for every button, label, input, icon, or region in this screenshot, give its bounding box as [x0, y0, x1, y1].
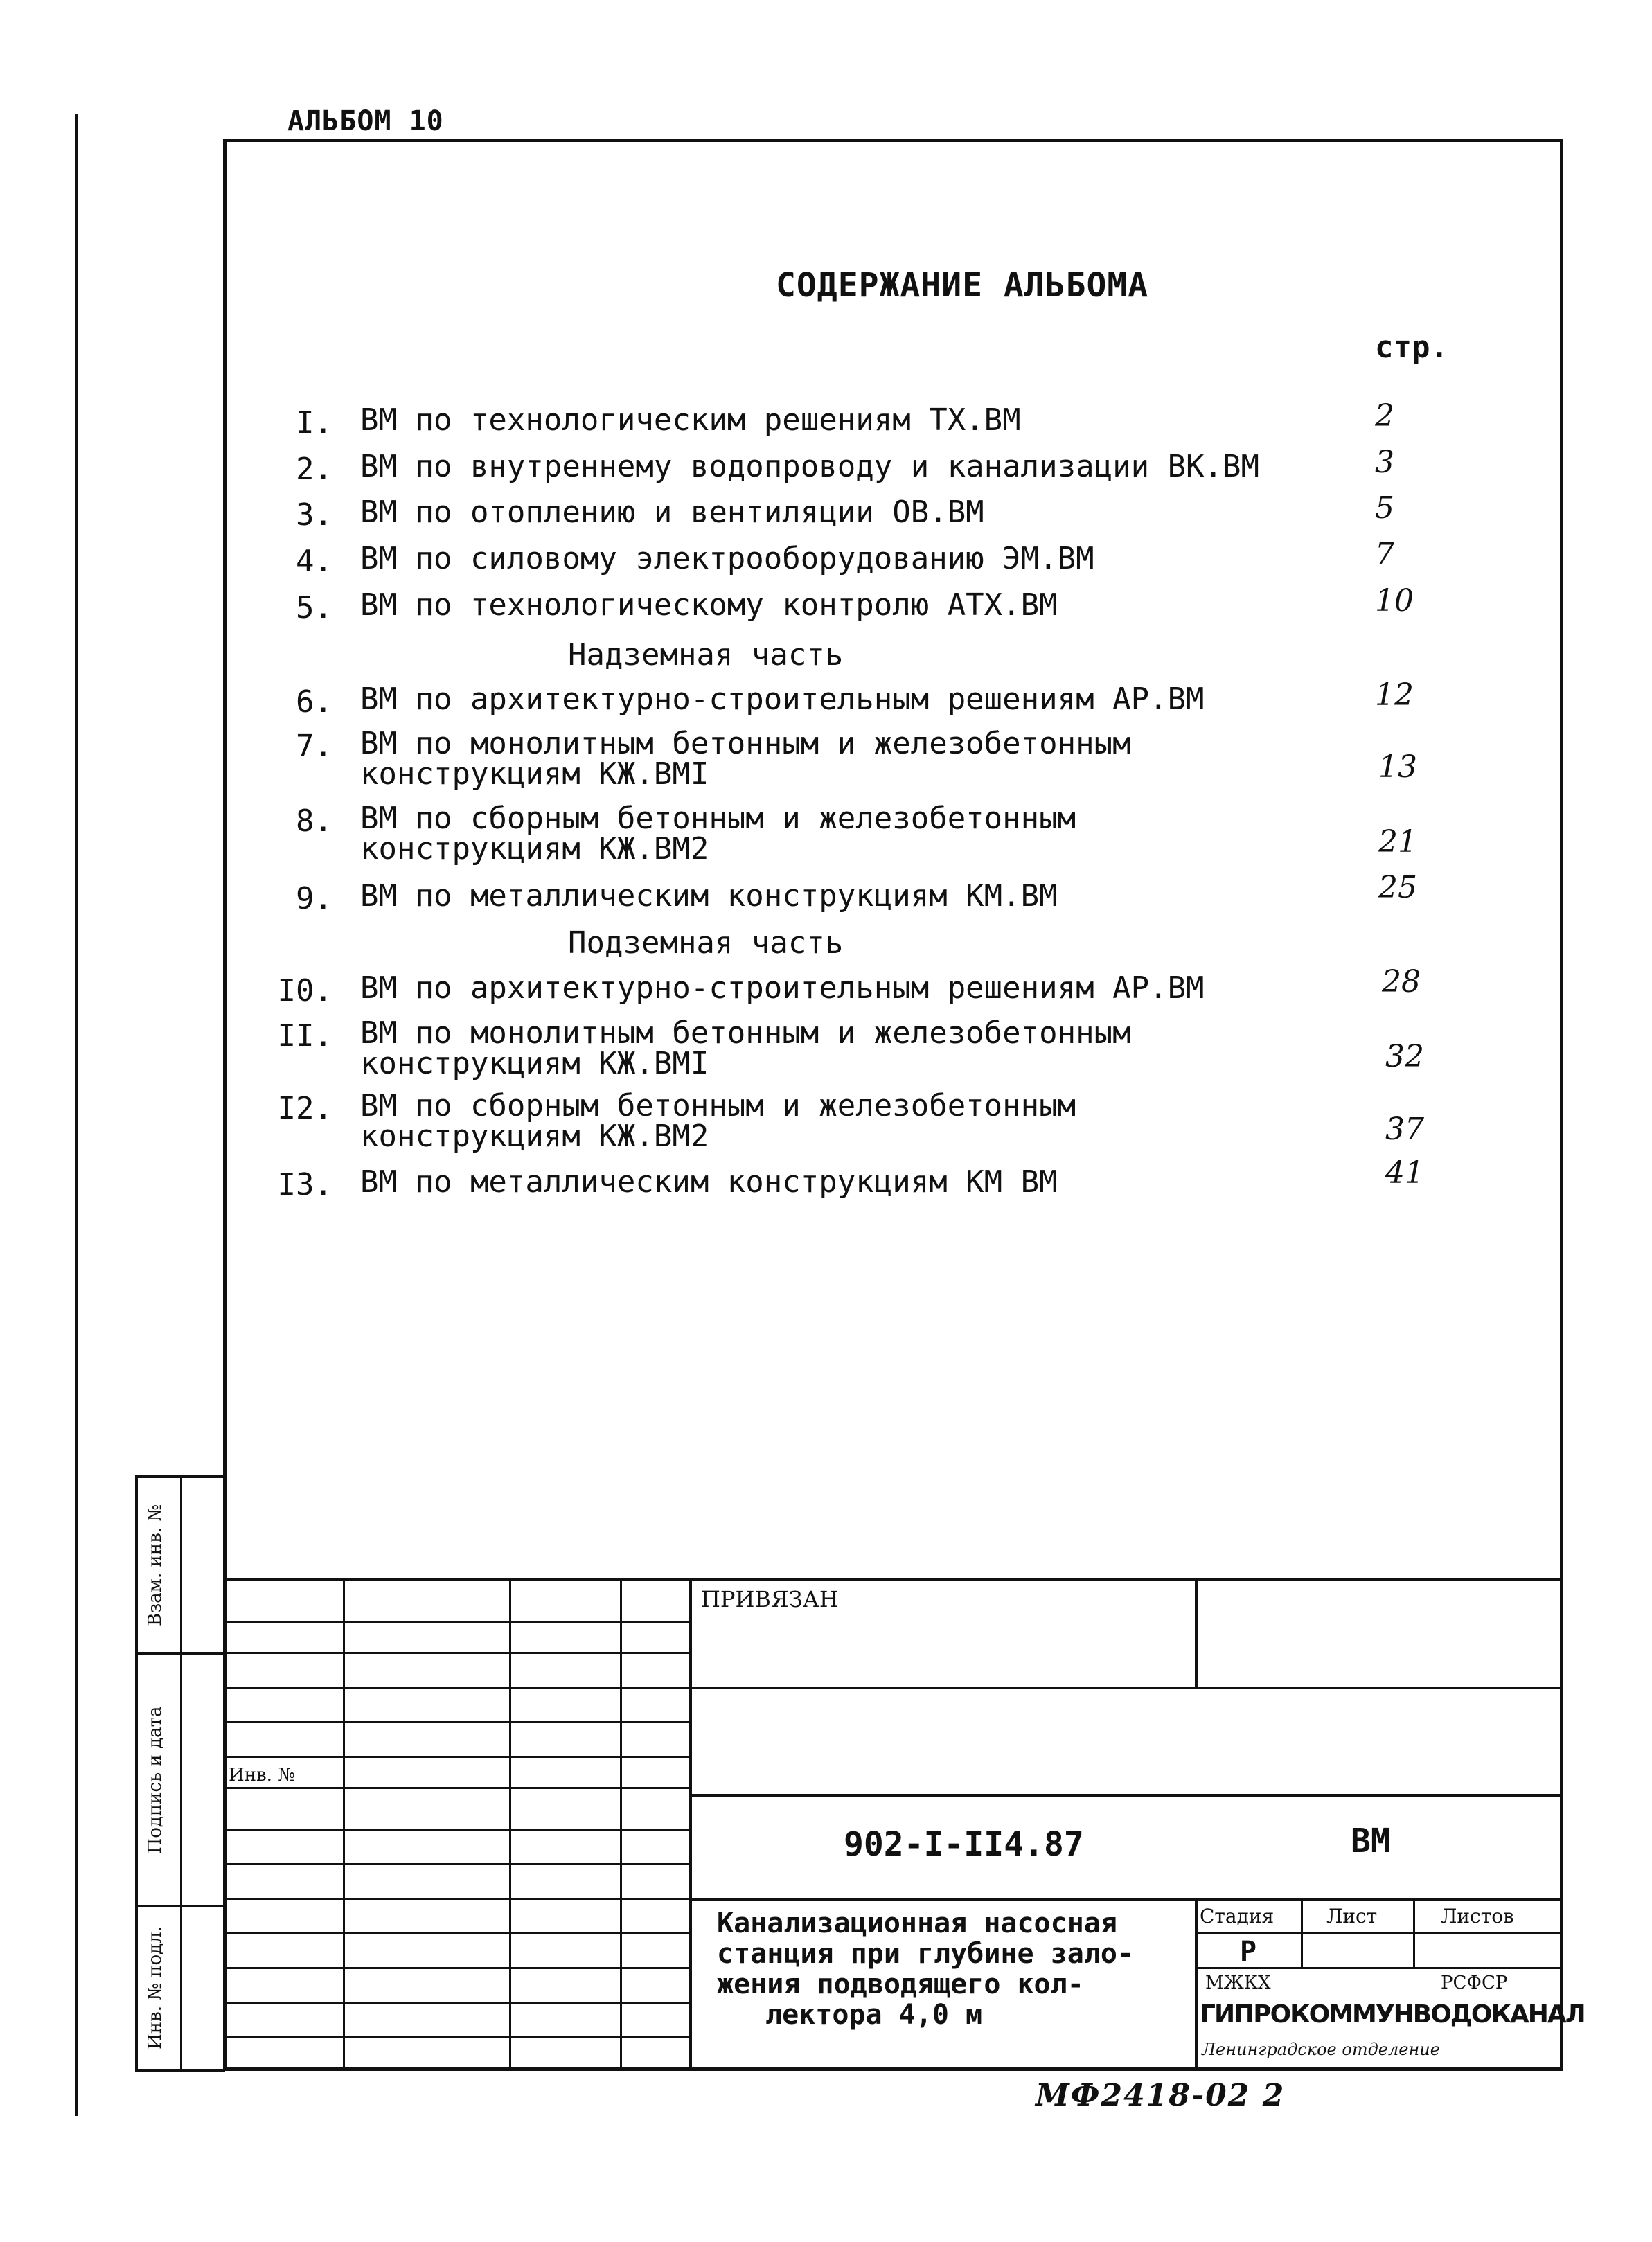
toc-text: ВМ по сборным бетонным и железобетонным — [360, 801, 1076, 836]
bottom-code: МФ2418-02 2 — [1036, 2078, 1286, 2113]
page-title: СОДЕРЖАНИЕ АЛЬБОМА — [776, 266, 1149, 305]
toc-number: 7. — [296, 729, 332, 764]
toc-page: 28 — [1382, 964, 1421, 999]
toc-number: I3. — [277, 1167, 332, 1202]
org-left: МЖКХ — [1205, 1973, 1271, 1993]
document-mark: ВМ — [1351, 1822, 1391, 1860]
toc-page: 2 — [1375, 398, 1394, 434]
toc-page: 37 — [1385, 1112, 1424, 1147]
toc-text: ВМ по внутреннему водопроводу и канализации ВК.ВМ — [360, 449, 1260, 484]
toc-page: 5 — [1375, 490, 1394, 526]
subheading-underground: Подземная часть — [568, 925, 844, 961]
stamp-inv-podl: Инв. № подл. — [145, 1926, 166, 2049]
toc-page: 3 — [1375, 445, 1394, 480]
page-column-header: стр. — [1375, 330, 1448, 365]
toc-text-continuation: конструкциям КЖ.ВМI — [360, 1046, 709, 1081]
toc-text-continuation: конструкциям КЖ.ВМ2 — [360, 831, 709, 866]
toc-text: ВМ по металлическим конструкциям КМ.ВМ — [360, 878, 1058, 914]
description-line: Канализационная насосная — [717, 1907, 1117, 1939]
toc-text-continuation: конструкциям КЖ.ВМI — [360, 756, 709, 792]
toc-number: 6. — [296, 684, 332, 720]
toc-text: ВМ по сборным бетонным и железобетонным — [360, 1088, 1076, 1123]
toc-text-continuation: конструкциям КЖ.ВМ2 — [360, 1119, 709, 1154]
toc-text: ВМ по металлическим конструкциям КМ ВМ — [360, 1164, 1058, 1200]
toc-text: ВМ по технологическим решениям ТХ.ВМ — [360, 402, 1021, 438]
subheading-above-ground: Надземная часть — [568, 637, 844, 673]
description-line: жения подводящего кол- — [717, 1968, 1084, 2000]
sheet-header: Лист — [1326, 1905, 1378, 1928]
left-margin-line — [75, 114, 78, 2116]
stamp-vzam-inv: Взам. инв. № — [145, 1504, 166, 1626]
toc-number: 5. — [296, 590, 332, 625]
toc-number: I. — [296, 405, 332, 441]
toc-text: ВМ по монолитным бетонным и железобетонным — [360, 726, 1131, 761]
toc-number: 9. — [296, 881, 332, 916]
toc-page: 13 — [1378, 749, 1417, 785]
toc-page: 32 — [1385, 1039, 1424, 1074]
toc-number: I2. — [277, 1091, 332, 1126]
toc-number: 4. — [296, 544, 332, 579]
toc-number: II. — [277, 1018, 332, 1053]
toc-text: ВМ по архитектурно-строительным решениям АР.ВМ — [360, 970, 1205, 1006]
toc-text: ВМ по монолитным бетонным и железобетонным — [360, 1015, 1131, 1051]
toc-page: 41 — [1385, 1155, 1424, 1191]
toc-number: I0. — [277, 973, 332, 1008]
toc-text: ВМ по архитектурно-строительным решениям АР.ВМ — [360, 682, 1205, 717]
toc-page: 10 — [1375, 583, 1414, 619]
toc-text: ВМ по отоплению и вентиляции ОВ.ВМ — [360, 495, 984, 530]
toc-number: 2. — [296, 452, 332, 487]
stage-value: Р — [1240, 1936, 1257, 1968]
toc-page: 21 — [1378, 824, 1417, 860]
toc-page: 25 — [1378, 870, 1417, 905]
album-label: АЛЬБОМ 10 — [287, 105, 444, 137]
org-branch: Ленинградское отделение — [1202, 2040, 1440, 2059]
toc-number: 8. — [296, 803, 332, 839]
stamp-podpis-data: Подпись и дата — [145, 1706, 166, 1854]
toc-page: 12 — [1375, 677, 1414, 713]
sheets-header: Листов — [1441, 1905, 1514, 1928]
org-right: РСФСР — [1441, 1973, 1508, 1993]
toc-page: 7 — [1375, 537, 1394, 572]
stage-header: Стадия — [1200, 1905, 1274, 1928]
project-description — [717, 1908, 1134, 2030]
description-line: станция при глубине зало- — [717, 1938, 1135, 1970]
description-line: лектора 4,0 м — [765, 1999, 983, 2031]
inv-no-label: Инв. № — [229, 1765, 295, 1786]
document-code: 902-I-II4.87 — [844, 1825, 1084, 1864]
toc-text: ВМ по силовому электрооборудованию ЭМ.ВМ — [360, 541, 1094, 576]
org-name: ГИПРОКОММУНВОДОКАНАЛ — [1200, 2000, 1585, 2029]
toc-number: 3. — [296, 497, 332, 533]
toc-text: ВМ по технологическому контролю АТХ.ВМ — [360, 587, 1058, 623]
privyazan-label: ПРИВЯЗАН — [701, 1586, 839, 1612]
